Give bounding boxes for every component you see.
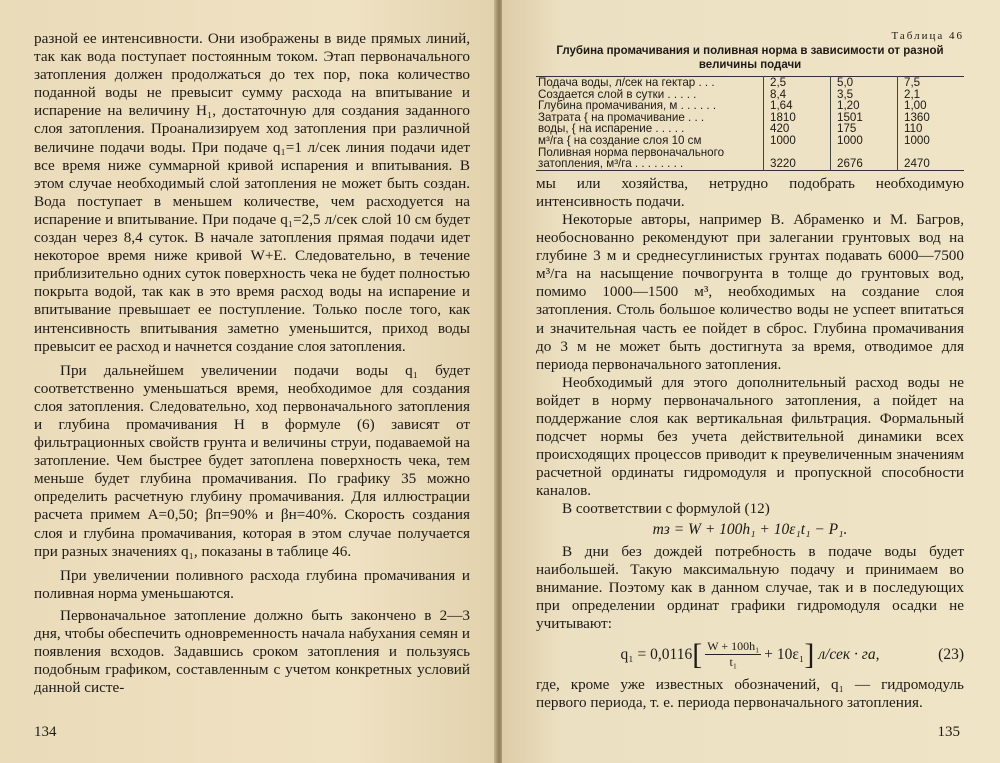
table-cell-value: 420 xyxy=(764,123,831,135)
table-label: Таблица 46 xyxy=(891,30,964,42)
formula-2-rest: + 10ε₁ xyxy=(764,645,805,663)
table-title: Глубина промачивания и поливная норма в зависимости от разной величины подачи xyxy=(556,45,944,71)
right-paragraph-5: В дни без дождей потребность в подаче воды будет наибольшей. Такую максимальную подачу и принимаем во внимание. Поэтому как в данном случае, так и в последующих при определении ординат графики гидромодуля осадки не учитывают: xyxy=(536,542,964,632)
fraction-numerator: W + 100h₁ xyxy=(707,639,760,653)
table-row xyxy=(536,135,964,147)
table-cell-value: 1810 xyxy=(764,112,831,124)
left-paragraph-1: разной ее интенсивности. Они изображены в виде прямых линий, так как вода поступает постоянным током. Этап первоначального затопления должен продолжаться до тех пор, пока количество поданной воды не превысит сумму расхода на впитывание и испарение на величину H₁, достаточную для создания заданного слоя затопления. Проанализируем ход затопления при различной величине подачи воды. При подаче q₁=1 л/сек линия подачи идет все время ниже суммарной кривой испарения и впитывания. В этом случае необходимый слой затопления не может быть создан. Вода поступает в меньшем количестве, чем расходуется на испарение и впитывание. При подаче q₁=2,5 л/сек слой 10 см будет создан через 8,4 суток. В начале затопления прямая подачи идет некоторое время ниже кривой W+E. Следовательно, в течение приблизительно одних суток поверхность чека не будет полностью покрыта водой, так как в это время расход воды на испарение и впитывание превышает ее поступление. Только после того, как интенсивность впитывания заметно уменьшится, приход воды превысит ее расход и начнется создание слоя затопления. xyxy=(34,30,470,355)
table-cell-value: 1000 xyxy=(898,135,965,147)
table-cell-value: 2,5 xyxy=(764,77,831,89)
table-cell-value: 2,1 xyxy=(898,89,965,101)
formula-1: mз = W + 100h₁ + 10ε₁t₁ − P₁. xyxy=(652,520,848,538)
table-cell-label: Глубина промачивания, м . . . . . . xyxy=(538,99,717,113)
table-cell-value: 2470 xyxy=(898,158,965,170)
right-paragraph-3: Необходимый для этого дополнительный расход воды не войдет в норму первоначального затопления, а пойдет на поддержание слоя как вертикальная фильтрация. Формальный подсчет нормы без учета действительной динамики всех происходящих процессов приводит к преувеличенным значениям расчетной ординаты гидромодуля и пропускной способности каналов. xyxy=(536,373,964,500)
right-page xyxy=(502,0,1000,763)
table-cell-value: 1,20 xyxy=(831,100,898,112)
bracket-close-icon: ] xyxy=(804,637,815,671)
table-cell-value: 1360 xyxy=(898,112,965,124)
table-cell-label: м³/га { на создание слоя 10 см xyxy=(538,133,702,147)
equation-number: (23) xyxy=(938,645,964,663)
table-cell-value: 1501 xyxy=(831,112,898,124)
table-cell-value: 7,5 xyxy=(898,77,965,89)
right-paragraph-1: мы или хозяйства, нетрудно подобрать необходимую интенсивность подачи. xyxy=(536,174,964,210)
table-cell-value: 2676 xyxy=(831,158,898,170)
table-cell-value: 1,64 xyxy=(764,100,831,112)
table-cell-value: 1000 xyxy=(764,135,831,147)
formula-2-fraction xyxy=(705,639,761,670)
left-page xyxy=(0,0,496,763)
table-cell-value: 8,4 xyxy=(764,89,831,101)
left-paragraph-3: При увеличении поливного расхода глубина промачивания и поливная норма уменьшаются. xyxy=(34,566,470,602)
left-paragraph-4: Первоначальное затопление должно быть закончено в 2—3 дня, чтобы обеспечить одновременность начала набухания семян и появления всходов. Задавшись сроком затопления и пользуясь подобным графиком, составленным с учетом конкретных условий данной систе- xyxy=(34,606,470,697)
left-paragraph-2: При дальнейшем увеличении подачи воды q₁ будет соответственно уменьшаться время, необходимое для создания слоя затопления. Следовательно, ход первоначального затопления и глубина промачивания H в формуле (6) зависят от фильтрационных свойств грунта и величины струи, подаваемой на затопление. Чем быстрее будет затоплена поверхность чека, тем меньше будет глубина промачивания. По графику 35 можно определить расчетную глубину промачивания. Для иллюстрации расчета примем A=0,50; βп=90% и βн=40%. Скорость создания слоя и глубина промачивания, которая в этом случае получается при разных значениях q₁, показаны в таблице 46. xyxy=(34,361,470,560)
table-row xyxy=(536,158,964,170)
data-table xyxy=(536,76,964,171)
right-paragraph-2: Некоторые авторы, например В. Абраменко и М. Багров, необоснованно рекомендуют при залегании грунтовых вод на глубине 3 м и среднесуглинистых грунтах подавать 6000—7500 м³/га на насыщение почвогрунта в толще до грунтовых вод, помимо 1000—1500 м³, необходимых на создание слоя затопления. Столь большое количество воды не успеет впитаться и значительная часть ее пойдет в сброс. Глубина промачивания до 3 м не может быть достигнута за время, отводимое для периода первоначального затопления. xyxy=(536,210,964,373)
formula-2-lhs: q₁ = 0,0116 xyxy=(620,645,693,663)
table-cell-label: затопления, м³/га . . . . . . . . xyxy=(538,157,684,171)
table-cell-value: 110 xyxy=(898,123,965,135)
table-cell-value: 3,5 xyxy=(831,89,898,101)
right-paragraph-4: В соответствии с формулой (12) xyxy=(562,500,770,518)
table-cell-label: Затрата { на промачивание . . . xyxy=(538,110,705,124)
table-cell-label: воды, { на испарение . . . . . xyxy=(538,122,685,136)
formula-2-units: л/сек · га, xyxy=(818,645,880,663)
right-paragraph-6: где, кроме уже известных обозначений, q₁ — гидромодуль первого периода, т. е. периода первоначального затопления. xyxy=(536,676,964,712)
table-cell-value: 175 xyxy=(831,123,898,135)
table-cell-label: Поливная норма первоначального xyxy=(538,145,725,159)
table-row xyxy=(536,77,964,89)
table-cell-label: Создается слой в сутки . . . . . xyxy=(538,87,697,101)
table-cell-value: 1,00 xyxy=(898,100,965,112)
page-number-left: 134 xyxy=(34,724,57,740)
bracket-open-icon: [ xyxy=(692,637,703,671)
table-cell-value: 3220 xyxy=(764,158,831,170)
fraction-denominator: t₁ xyxy=(729,655,738,669)
table-cell-label: Подача воды, л/сек на гектар . . . xyxy=(538,76,715,89)
table-cell-value: 5,0 xyxy=(831,77,898,89)
formula-2 xyxy=(536,639,964,670)
table-cell-value: 1000 xyxy=(831,135,898,147)
page-number-right: 135 xyxy=(937,724,960,740)
